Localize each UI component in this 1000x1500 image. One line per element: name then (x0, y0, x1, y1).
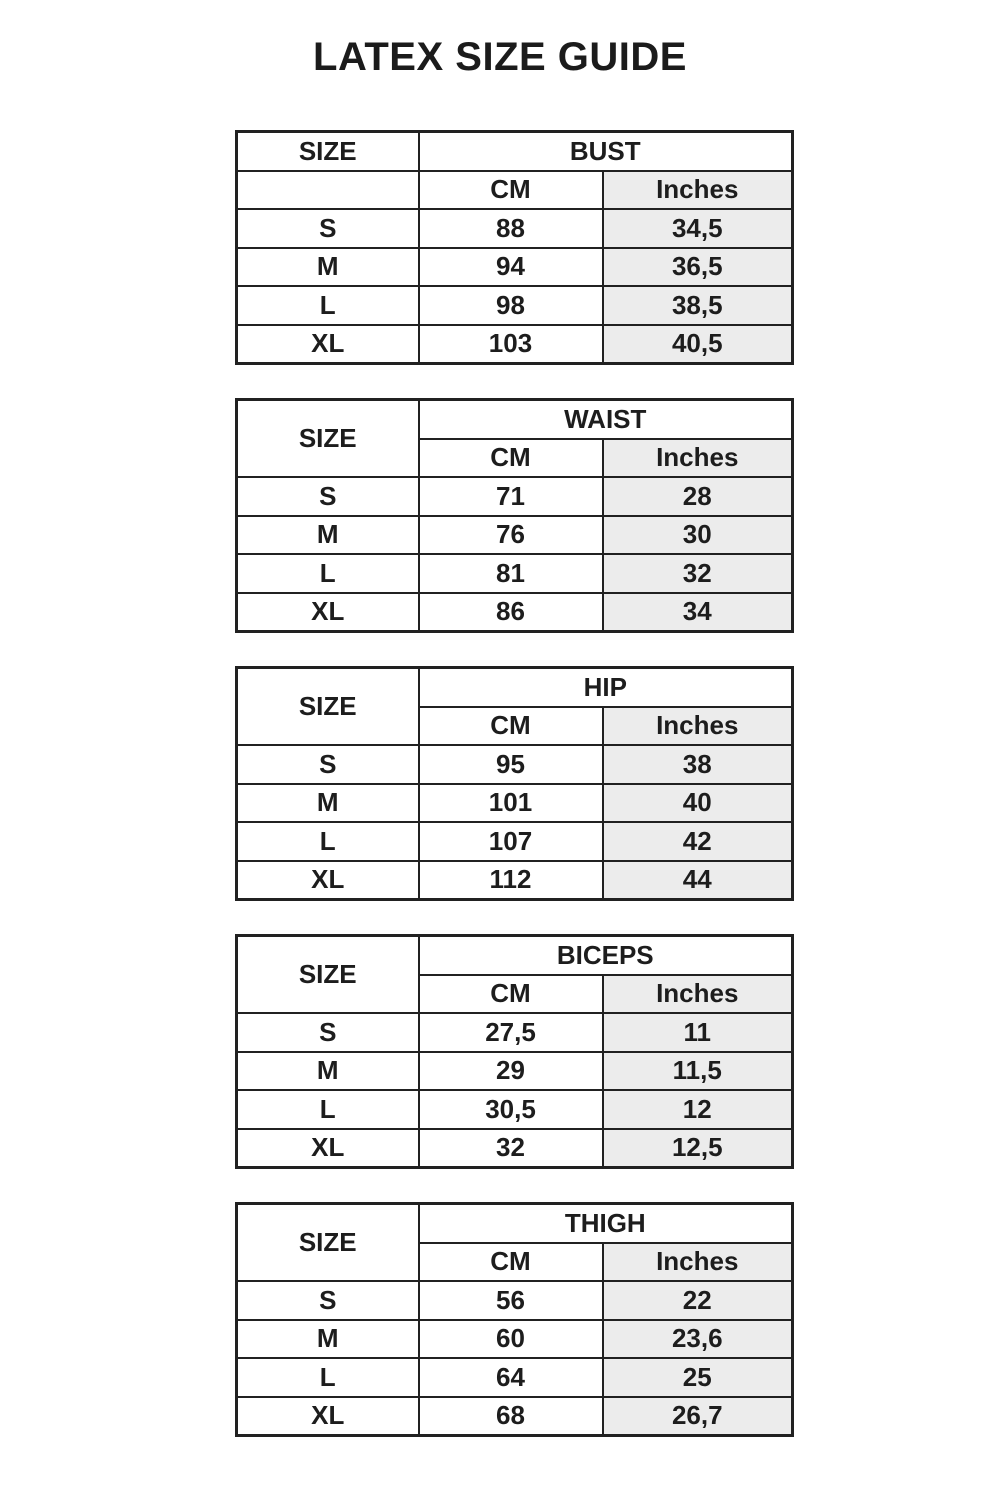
cm-value: 56 (419, 1281, 603, 1320)
inches-value: 25 (603, 1358, 793, 1397)
inches-value: 32 (603, 554, 793, 593)
cm-value: 81 (419, 554, 603, 593)
inches-value: 40,5 (603, 325, 793, 364)
size-cell: XL (237, 861, 419, 900)
inches-value: 36,5 (603, 248, 793, 287)
inches-value: 44 (603, 861, 793, 900)
size-table-waist (235, 398, 794, 633)
header-row (237, 1204, 793, 1243)
cm-value: 64 (419, 1358, 603, 1397)
empty-cell (237, 171, 419, 210)
table-row (237, 248, 793, 287)
table-row (237, 593, 793, 632)
measurement-header: HIP (419, 668, 793, 707)
cm-value: 27,5 (419, 1013, 603, 1052)
cm-value: 68 (419, 1397, 603, 1436)
cm-value: 71 (419, 477, 603, 516)
measurement-header: THIGH (419, 1204, 793, 1243)
header-row (237, 132, 793, 171)
size-cell: L (237, 822, 419, 861)
size-table-biceps (235, 934, 794, 1169)
size-cell: S (237, 209, 419, 248)
table-row (237, 325, 793, 364)
table-row (237, 1397, 793, 1436)
cm-header: CM (419, 975, 603, 1014)
table-row (237, 1129, 793, 1168)
inches-value: 34,5 (603, 209, 793, 248)
size-table-thigh (235, 1202, 794, 1437)
size-cell: L (237, 554, 419, 593)
size-cell: S (237, 1281, 419, 1320)
size-cell: M (237, 248, 419, 287)
table-row (237, 477, 793, 516)
inches-value: 12 (603, 1090, 793, 1129)
cm-value: 98 (419, 286, 603, 325)
cm-value: 101 (419, 784, 603, 823)
inches-value: 23,6 (603, 1320, 793, 1359)
cm-header: CM (419, 1243, 603, 1282)
cm-value: 86 (419, 593, 603, 632)
inches-value: 11,5 (603, 1052, 793, 1091)
size-cell: S (237, 1013, 419, 1052)
size-table-hip (235, 666, 794, 901)
size-cell: XL (237, 325, 419, 364)
cm-value: 32 (419, 1129, 603, 1168)
size-cell: L (237, 1358, 419, 1397)
size-cell: L (237, 286, 419, 325)
size-cell: S (237, 745, 419, 784)
size-cell: XL (237, 1129, 419, 1168)
inches-header: Inches (603, 1243, 793, 1282)
cm-header: CM (419, 439, 603, 478)
cm-value: 30,5 (419, 1090, 603, 1129)
table-row (237, 209, 793, 248)
table-row (237, 1358, 793, 1397)
cm-value: 112 (419, 861, 603, 900)
inches-value: 38 (603, 745, 793, 784)
size-table-bust (235, 130, 794, 365)
table-row (237, 286, 793, 325)
inches-header: Inches (603, 171, 793, 210)
inches-header: Inches (603, 975, 793, 1014)
inches-value: 28 (603, 477, 793, 516)
measurement-header: BICEPS (419, 936, 793, 975)
size-header: SIZE (237, 936, 419, 1014)
size-cell: XL (237, 1397, 419, 1436)
cm-value: 103 (419, 325, 603, 364)
inches-value: 40 (603, 784, 793, 823)
header-row (237, 400, 793, 439)
table-row (237, 1090, 793, 1129)
inches-value: 11 (603, 1013, 793, 1052)
size-cell: M (237, 1052, 419, 1091)
size-cell: M (237, 784, 419, 823)
cm-value: 95 (419, 745, 603, 784)
inches-value: 12,5 (603, 1129, 793, 1168)
cm-value: 107 (419, 822, 603, 861)
inches-value: 42 (603, 822, 793, 861)
table-row (237, 1281, 793, 1320)
header-row (237, 668, 793, 707)
size-header: SIZE (237, 668, 419, 746)
table-row (237, 861, 793, 900)
table-row (237, 822, 793, 861)
inches-value: 22 (603, 1281, 793, 1320)
cm-value: 76 (419, 516, 603, 555)
cm-value: 88 (419, 209, 603, 248)
measurement-header: WAIST (419, 400, 793, 439)
table-row (237, 1320, 793, 1359)
size-cell: M (237, 1320, 419, 1359)
size-cell: M (237, 516, 419, 555)
size-cell: XL (237, 593, 419, 632)
size-header: SIZE (237, 400, 419, 478)
cm-header: CM (419, 707, 603, 746)
cm-value: 94 (419, 248, 603, 287)
inches-value: 26,7 (603, 1397, 793, 1436)
page-title: LATEX SIZE GUIDE (313, 35, 687, 79)
table-row (237, 1013, 793, 1052)
measurement-header: BUST (419, 132, 793, 171)
cm-header: CM (419, 171, 603, 210)
table-row (237, 554, 793, 593)
inches-header: Inches (603, 707, 793, 746)
size-cell: L (237, 1090, 419, 1129)
table-row (237, 1052, 793, 1091)
cm-value: 29 (419, 1052, 603, 1091)
inches-value: 38,5 (603, 286, 793, 325)
cm-value: 60 (419, 1320, 603, 1359)
size-header: SIZE (237, 132, 419, 171)
size-tables-container (235, 130, 791, 1470)
size-cell: S (237, 477, 419, 516)
header-row (237, 936, 793, 975)
unit-header-row (237, 171, 793, 210)
table-row (237, 516, 793, 555)
inches-value: 30 (603, 516, 793, 555)
inches-header: Inches (603, 439, 793, 478)
table-row (237, 745, 793, 784)
inches-value: 34 (603, 593, 793, 632)
size-header: SIZE (237, 1204, 419, 1282)
table-row (237, 784, 793, 823)
